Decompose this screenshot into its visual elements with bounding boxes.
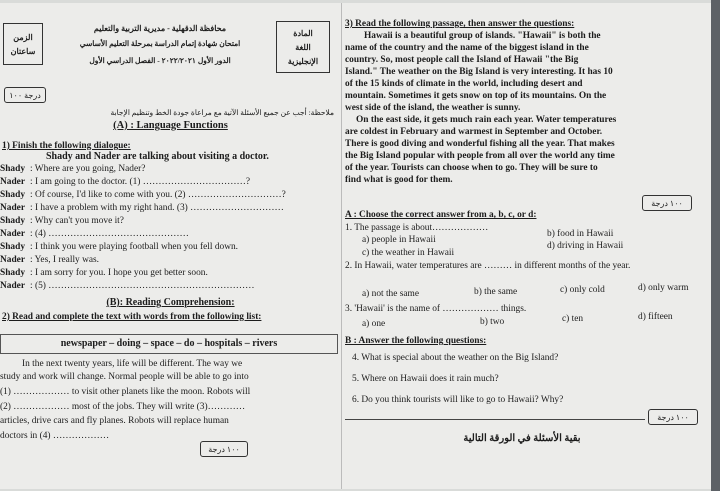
dialogue-speaker: Nader	[0, 203, 25, 213]
subject-box	[276, 21, 330, 73]
open-question: 6. Do you think tourists will like to go to Hawaii? Why?	[352, 395, 564, 405]
passage-line: find what is good for them.	[345, 175, 453, 185]
time-label: الزمن	[13, 33, 33, 42]
dialogue-line: : (4) ………………………………………	[30, 229, 189, 239]
passage-line: mountain. Sometimes it gets snow on top of its mountains. On the	[345, 91, 607, 101]
dialogue-line: : (5) …………………………………………………………	[30, 281, 255, 291]
passage-line: There is good diving and wonderful fishing all the year. That makes	[345, 139, 615, 149]
mcq-option: b) food in Hawaii	[547, 229, 614, 239]
instructions-arabic: ملاحظة: أجب عن جميع الأسئلة الآتية مع مراعاة جودة الخط وتنظيم الإجابة	[110, 108, 334, 117]
mcq-question: 3. 'Hawaii' is the name of ……………… things.	[345, 304, 527, 314]
dialogue-speaker: Shady	[0, 242, 26, 252]
section-a-title: (A) : Language Functions	[113, 120, 228, 131]
grade-badge-right-top: ١٠٠ درجة	[642, 195, 692, 211]
subject-label: المادة	[293, 29, 313, 38]
dialogue-line: : I think you were playing football when you fell down.	[30, 242, 239, 252]
passage-line: Hawaii is a beautiful group of islands. "Hawaii" is both the	[364, 31, 601, 41]
mcq-option: a) one	[362, 319, 386, 329]
mcq-option: c) the weather in Hawaii	[362, 248, 455, 258]
dialogue-line: : Why can't you move it?	[30, 216, 124, 226]
mcq-heading: A : Choose the correct answer from a, b, c, or d:	[345, 210, 537, 220]
mcq-option: c) ten	[562, 314, 584, 324]
mcq-option: b) two	[480, 317, 505, 327]
dialogue-speaker: Nader	[0, 229, 25, 239]
word-list-box	[0, 334, 338, 354]
passage-line: name of the country and the name of the biggest island in the	[345, 43, 589, 53]
text-line: (2) ……………… most of the jobs. They will write (3)…………	[0, 402, 246, 412]
mcq-option: d) fifteen	[638, 312, 673, 322]
section-b-title: (B): Reading Comprehension:	[106, 297, 235, 308]
passage-line: country. So, most people call the Island of Hawaii "the Big	[345, 55, 579, 65]
dialogue-line: : I am going to the doctor. (1) ……………………………?	[30, 177, 251, 187]
mcq-question: 1. The passage is about………………	[345, 223, 489, 233]
q2-heading: 2) Read and complete the text with words from the following list:	[2, 312, 262, 322]
passage-line: Island." The weather on the Big Island is very interesting. It has 10	[345, 67, 613, 77]
dialogue-line: : Yes, I really was.	[30, 255, 100, 265]
dialogue-speaker: Nader	[0, 255, 25, 265]
header-line-1: محافظة الدقهلية - مديرية التربية والتعليم	[93, 24, 227, 33]
text-line: (1) ……………… to visit other planets like the moon. Robots will	[0, 387, 251, 397]
answer-heading: B : Answer the following questions:	[345, 336, 487, 346]
passage-line: On the east side, it gets much rain each year. Water temperatures	[356, 115, 617, 125]
subject-name: الإنجليزية	[287, 57, 319, 66]
dialogue-intro: Shady and Nader are talking about visiting a doctor.	[46, 151, 269, 162]
q1-heading: 1) Finish the following dialogue:	[2, 141, 131, 151]
dialogue-line: : Of course, I'd like to come with you. (2) …………………………?	[30, 190, 286, 200]
grade-badge-left: ١٠٠ درجة	[200, 441, 248, 457]
passage-line: of the year. Tourists can choose when to go. They will be sure to	[345, 163, 598, 173]
word-list: newspaper – doing – space – do – hospitals – rivers	[60, 338, 278, 349]
open-question: 5. Where on Hawaii does it rain much?	[352, 374, 499, 384]
passage-line: are coldest in February and warmest in September and October.	[345, 127, 603, 137]
dialogue-line: : Where are you going, Nader?	[30, 164, 146, 174]
subject-lang: اللغة	[295, 43, 311, 52]
dialogue-line: : I have a problem with my right hand. (3) …………………………	[30, 203, 284, 213]
grade-badge-right-bottom: ١٠٠ درجة	[648, 409, 698, 425]
header-line-3: الدور الأول ٢٠٢٢/٢٠٢١ - الفصل الدراسي الأول	[89, 56, 231, 65]
passage-line: west side of the island, the weather is sunny.	[345, 103, 521, 113]
dialogue-line: : I am sorry for you. I hope you get better soon.	[30, 268, 208, 278]
text-line: articles, drive cars and fly planes. Robots will replace human	[0, 416, 229, 426]
header-line-2: امتحان شهادة إتمام الدراسة بمرحلة التعليم الأساسي	[79, 39, 241, 48]
photo-edge	[711, 0, 720, 491]
mcq-question: 2. In Hawaii, water temperatures are ……… in different months of the year.	[345, 261, 631, 271]
footer-arabic: بقية الأسئلة في الورقة التالية	[463, 433, 581, 444]
exam-page-right	[341, 3, 712, 489]
mcq-option: b) the same	[474, 287, 518, 297]
dialogue-speaker: Shady	[0, 190, 26, 200]
mcq-option: a) people in Hawaii	[362, 235, 436, 245]
text-line: doctors in (4) ………………	[0, 431, 110, 441]
mcq-option: d) only warm	[638, 283, 689, 293]
text-line: study and work will change. Normal people will be able to go into	[0, 372, 249, 382]
passage-line: of the 15 kinds of climate in the world, including desert and	[345, 79, 583, 89]
mcq-option: c) only cold	[560, 285, 605, 295]
mcq-option: d) driving in Hawaii	[547, 241, 624, 251]
text-line: In the next twenty years, life will be different. The way we	[22, 359, 243, 369]
dialogue-speaker: Nader	[0, 281, 25, 291]
passage-line: the Big Island popular with people from all over the world any time	[345, 151, 615, 161]
dialogue-speaker: Shady	[0, 164, 26, 174]
dialogue-speaker: Shady	[0, 268, 26, 278]
mcq-option: a) not the same	[362, 289, 420, 299]
time-box	[3, 23, 43, 65]
q3-heading: 3) Read the following passage, then answer the questions:	[345, 19, 575, 29]
dialogue-speaker: Shady	[0, 216, 26, 226]
open-question: 4. What is special about the weather on the Big Island?	[352, 353, 559, 363]
time-value: ساعتان	[10, 47, 36, 56]
grade-badge-top: درجة ١٠٠	[4, 87, 46, 103]
answer-line	[345, 419, 645, 420]
exam-page-left	[0, 3, 341, 489]
dialogue-speaker: Nader	[0, 177, 25, 187]
